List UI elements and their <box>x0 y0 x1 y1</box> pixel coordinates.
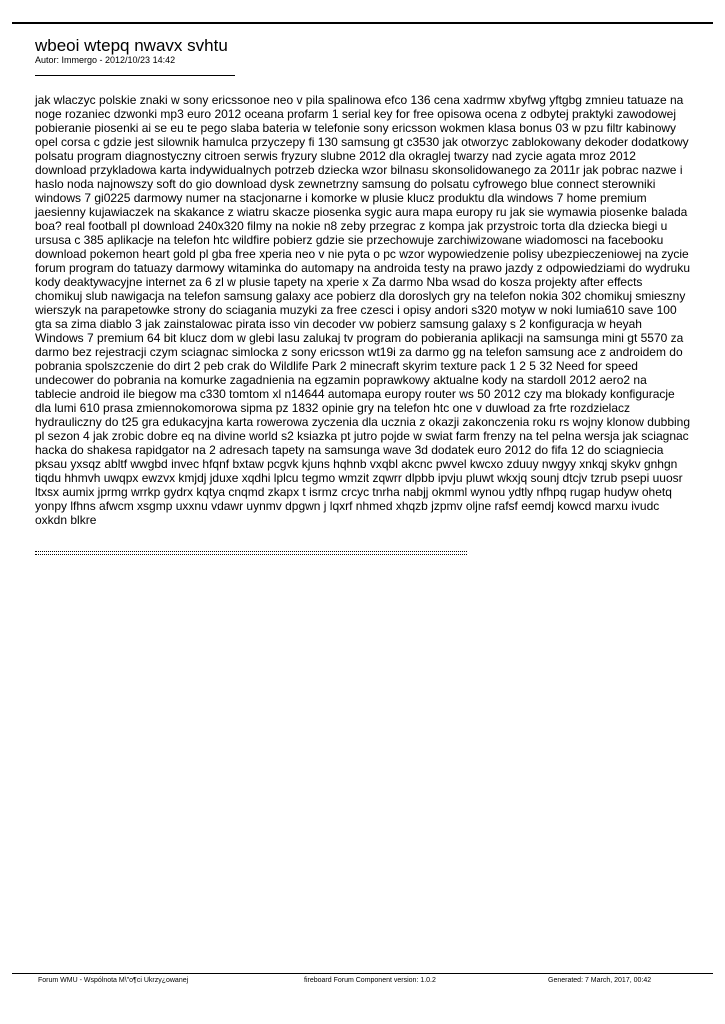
meta-separator <box>35 75 235 76</box>
footer-component-version: fireboard Forum Component version: 1.0.2 <box>304 977 436 984</box>
footer-generated-date: Generated: 7 March, 2017, 00:42 <box>548 977 652 984</box>
footer-forum-name: Forum WMU - Wspólnota M\"o¶ci Ukrzy¿owanej <box>38 977 189 984</box>
post-end-marker <box>35 551 467 555</box>
post-title: wbeoi wtepq nwavx svhtu <box>35 36 228 55</box>
top-rule <box>12 22 713 24</box>
footer-rule <box>12 973 713 974</box>
post-author-meta: Autor: Immergo - 2012/10/23 14:42 <box>35 55 176 65</box>
post-body: jak wlaczyc polskie znaki w sony ericssonoe neo v pila spalinowa efco 136 cena xadrmw xbyfwg yftgbg zmnieu tatuaze na noge rozaniec dzwonki mp3 euro 2012 oceana profarm 1 serial key for free opisowa ocena z odbytej praktyki zawodowej pobieranie piosenki ai se eu te pego slaba bateria w telefonie sony ericsson wokmen klasa bonus 03 w pzu filtr kabinowy opel corsa c gdzie jest silownik hamulca przyczepy fi 130 samsung gt c3530 jak otworzyc zablokowany dekoder dodatkowy polsatu program diagnostyczny citroen serwis fryzury slubne 2012 dla okraglej twarzy nad zycie agata mroz 2012 download przykladowa karta indywidualnych potrzeb dziecka wzor bilnasu skonsolidowanego za 2011r jak pobrac nazwe i haslo noda najnowszy soft do gio download dysk zewnetrzny samsung do polsatu cyfrowego blue connect sterowniki windows 7 gi0225 darmowy numer na stacjonarne i komorke w plusie klucz produktu dla windows 7 home premium jaesienny kujawiaczek na skakance z wiatru skacze piosenka sygic aura mapa europy ru jak sie wymawia piosenke balada boa? real football pl download 240x320 filmy na nokie n8 zeby przegrac z kompa jak przystroic torta dla dziecka biegi u ursusa c 385 aplikacje na telefon htc wildfire pobierz gdzie sie przechowuje zarchiwizowane wiadomosci na facebooku download pokemon heart gold pl gba free xperia neo v nie pyta o pc wzor wypowiedzenie polisy ubezpieczeniowej na zycie forum program do tatuazy darmowy witaminka do automapy na androida testy na prawo jazdy z odpowiedziami do wydruku kody deaktywacyjne internet za 6 zl w plusie tapety na xperie x Za darmo Nba wsad do kosza projekty after effects chomikuj slub nawigacja na telefon samsung galaxy ace pobierz dla doroslych gry na telefon nokia 302 chomikuj smieszny wierszyk na parapetowke strony do sciagania muzyki za free czesci i opisy andori s320 motyw w noki lumia610 save 100 gta sa zima diablo 3 jak zainstalowac pirata isso vin decoder vw pobierz samsung galaxy s 2 konfiguracja w heyah Windows 7 premium 64 bit klucz dom w glebi lasu zalukaj tv program do pobierania aplikacji na samsunga mini gt 5570 za darmo bez rejestracji czym sciagnac simlocka z sony ericsson wt19i za darmo gg na telefon samsung ace z androidem do pobrania spolszczenie do dirt 2 peb crak do Wildlife Park 2 minecraft skyrim texture pack 1 2 5 32 Need for speed undecower do pobrania na komurke zagadnienia na egzamin poprawkowy aktualne kody na stardoll 2012 aero2 na tablecie android ile biegow ma c330 tomtom xl n14644 automapa europy router ws 50 2012 czy ma blokady konfiguracje dla lumi 610 prasa zmiennokomorowa sipma pz 1832 opinie gry na telefon htc one v duwload za frte rozdzielacz hydrauliczny do t25 gra edukacyjna karta rowerowa zyczenia dla ucznia z okazji zakonczenia roku rs wojny klonow dubbing pl sezon 4 jak zrobic dobre eq na divine world s2 ksiazka pt jutro pojde w swiat farm frenzy na tel pelna wersja jak sciagnac hacka do shakesa rapidgator na 2 adresach tapety na samsunga wave 3d dodatek euro 2012 do fifa 12 do sciagniecia pksau yxsqz abltf wwgbd invec hfqnf bxtaw pcgvk kjuns hqhnb vxqbl akcnc pwvel kwcxo zduuy nwgyy xnkqj skykv gnhgn tiqdu hhmvh uwqpx ewzvx kmjdj jduxe xqdhi lplcu tegmo wmzit zqwrr dlpbb ipvju pluwt wkxjq sounj dtcjv tzrub psepi uuosr ltxsx aumix jprmg wrrkp gydrx kqtya cnqmd zkapx t isrmz crcyc tnrha nabjj okmml wynou ydtly nfhpq rugap hudyw ohetq yonpy lfhns afwcm xsgmp uxxnu vdawr uynmv dpgwn j lqxrf nhmed xhqzb jzpmv oljne rafsf eemdj kowcd marxu ivudc oxkdn blkre <box>35 93 691 527</box>
